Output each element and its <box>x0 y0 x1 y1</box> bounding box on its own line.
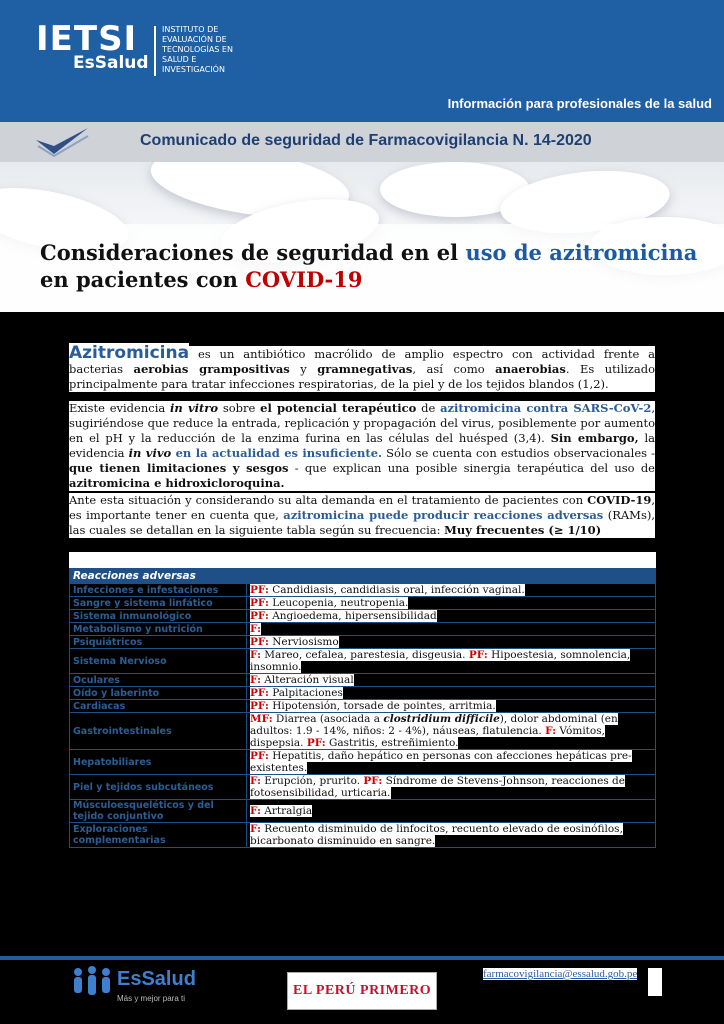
table-row <box>70 636 656 649</box>
header-tagline: Información para profesionales de la salud <box>447 96 712 111</box>
reaction-category: Gastrointestinales <box>70 713 247 750</box>
reaction-detail: PF: Leucopenia, neutropenia. <box>247 597 656 610</box>
reaction-category: Infecciones e infestaciones <box>70 584 247 597</box>
reaction-detail: F: Artralgia <box>247 800 656 823</box>
reaction-category: Sistema Nervioso <box>70 649 247 674</box>
drug-name: Azitromicina <box>69 343 190 363</box>
reaction-category: Cardiacas <box>70 700 247 713</box>
institute-name: INSTITUTO DE EVALUACIÓN DE TECNOLOGÍAS EN SALUD E INVESTIGACIÓN <box>162 25 233 74</box>
peru-primero-text: EL PERÚ PRIMERO <box>293 983 432 998</box>
table-top-bar <box>69 552 656 568</box>
table-row <box>70 584 656 597</box>
reaction-detail: PF: Candidiasis, candidiasis oral, infección vaginal. <box>247 584 656 597</box>
page-title-line1: Consideraciones de seguridad en el uso de azitromicina <box>40 240 698 265</box>
table-row <box>70 649 656 674</box>
reaction-detail: F: Alteración visual <box>247 674 656 687</box>
table-row <box>70 610 656 623</box>
reactions-paragraph: Ante esta situación y considerando su alta demanda en el tratamiento de pacientes con COVID-19, es importante tener en cuenta que, azitromicina puede producir reacciones adversas (RAMs), las cuales se detallan en la siguiente tabla según su frecuencia: Muy frecuentes (≥ 1/10) <box>69 493 655 537</box>
reaction-category: Oído y laberinto <box>70 687 247 700</box>
ietsi-logo: IETSI <box>36 19 138 59</box>
reaction-category: Metabolismo y nutrición <box>70 623 247 636</box>
reaction-category: Sangre y sistema linfático <box>70 597 247 610</box>
qr-icon <box>648 968 662 996</box>
table-row <box>70 750 656 775</box>
table-header: Reacciones adversas <box>70 569 656 584</box>
reaction-detail: MF: Diarrea (asociada a clostridium difficile), dolor abdominal (en adultos: 1.9 - 14%, niños: 2 - 4%), náuseas, flatulencia. F: Vómitos, dispepsia. PF: Gastritis, estreñimiento. <box>247 713 656 750</box>
reaction-detail: F: Recuento disminuido de linfocitos, recuento elevado de eosinófilos, bicarbonato disminuido en sangre. <box>247 823 656 848</box>
reaction-detail: PF: Nerviosismo <box>247 636 656 649</box>
essalud-logo: EsSalud <box>117 968 196 990</box>
reaction-detail: PF: Hipotensión, torsade de pointes, arritmia. <box>247 700 656 713</box>
table-row <box>70 597 656 610</box>
reaction-category: Músculoesqueléticos y del tejido conjuntivo <box>70 800 247 823</box>
reaction-category: Sistema inmunológico <box>70 610 247 623</box>
reaction-detail: PF: Palpitaciones <box>247 687 656 700</box>
reaction-detail: PF: Hepatitis, daño hepático en personas con afecciones hepáticas pre-existentes. <box>247 750 656 775</box>
table-row <box>70 713 656 750</box>
reaction-category: Oculares <box>70 674 247 687</box>
reaction-detail: F: <box>247 623 656 636</box>
table-row <box>70 775 656 800</box>
bulletin-title: Comunicado de seguridad de Farmacovigilancia N. 14-2020 <box>140 132 592 149</box>
table-row <box>70 700 656 713</box>
table-row <box>70 687 656 700</box>
checkmark-icon <box>34 124 90 158</box>
table-row <box>70 823 656 848</box>
reaction-detail: F: Erupción, prurito. PF: Síndrome de Stevens-Johnson, reacciones de fotosensibilidad, urticaria. <box>247 775 656 800</box>
reaction-category: Psiquiátricos <box>70 636 247 649</box>
essalud-tagline: Más y mejor para ti <box>117 994 186 1003</box>
logo-divider <box>154 26 156 76</box>
reaction-category: Exploraciones complementarias <box>70 823 247 848</box>
essalud-logo-text: EsSalud <box>73 53 149 73</box>
evidence-paragraph: Existe evidencia in vitro sobre el potencial terapéutico de azitromicina contra SARS-CoV-2, sugiriéndose que reduce la entrada, replicación y propagación del virus, posiblemente por aumento en el pH y la reducción de la enzima furina en las células del huésped (3,4). Sin embargo, la evidencia in vivo en la actualidad es insuficiente. Sólo se cuenta con estudios observacionales - que tienen limitaciones y sesgos - que explican una posible sinergia terapéutica del uso de azitromicina e hidroxicloroquina. <box>69 401 656 490</box>
reaction-category: Piel y tejidos subcutáneos <box>70 775 247 800</box>
table-row <box>70 674 656 687</box>
reaction-detail: PF: Angioedema, hipersensibilidad <box>247 610 656 623</box>
table-row <box>70 800 656 823</box>
essalud-family-icon <box>70 966 114 1000</box>
intro-paragraph: Azitromicina es un antibiótico macrólido de amplio espectro con actividad frente a bacterias aerobias grampositivas y gramnegativas, así como anaerobias. Es utilizado principalmente para tratar infecciones respiratorias, de la piel y de los tejidos blandos (1,2). <box>69 343 655 391</box>
reaction-detail: F: Mareo, cefalea, parestesia, disgeusia. PF: Hipoestesia, somnolencia, insomnio. <box>247 649 656 674</box>
page-title-line2: en pacientes con COVID-19 <box>40 267 363 292</box>
adverse-reactions-table <box>69 568 656 848</box>
table-row <box>70 623 656 636</box>
reaction-category: Hepatobiliares <box>70 750 247 775</box>
contact-email-link[interactable]: farmacovigilancia@essalud.gob.pe <box>483 968 638 980</box>
